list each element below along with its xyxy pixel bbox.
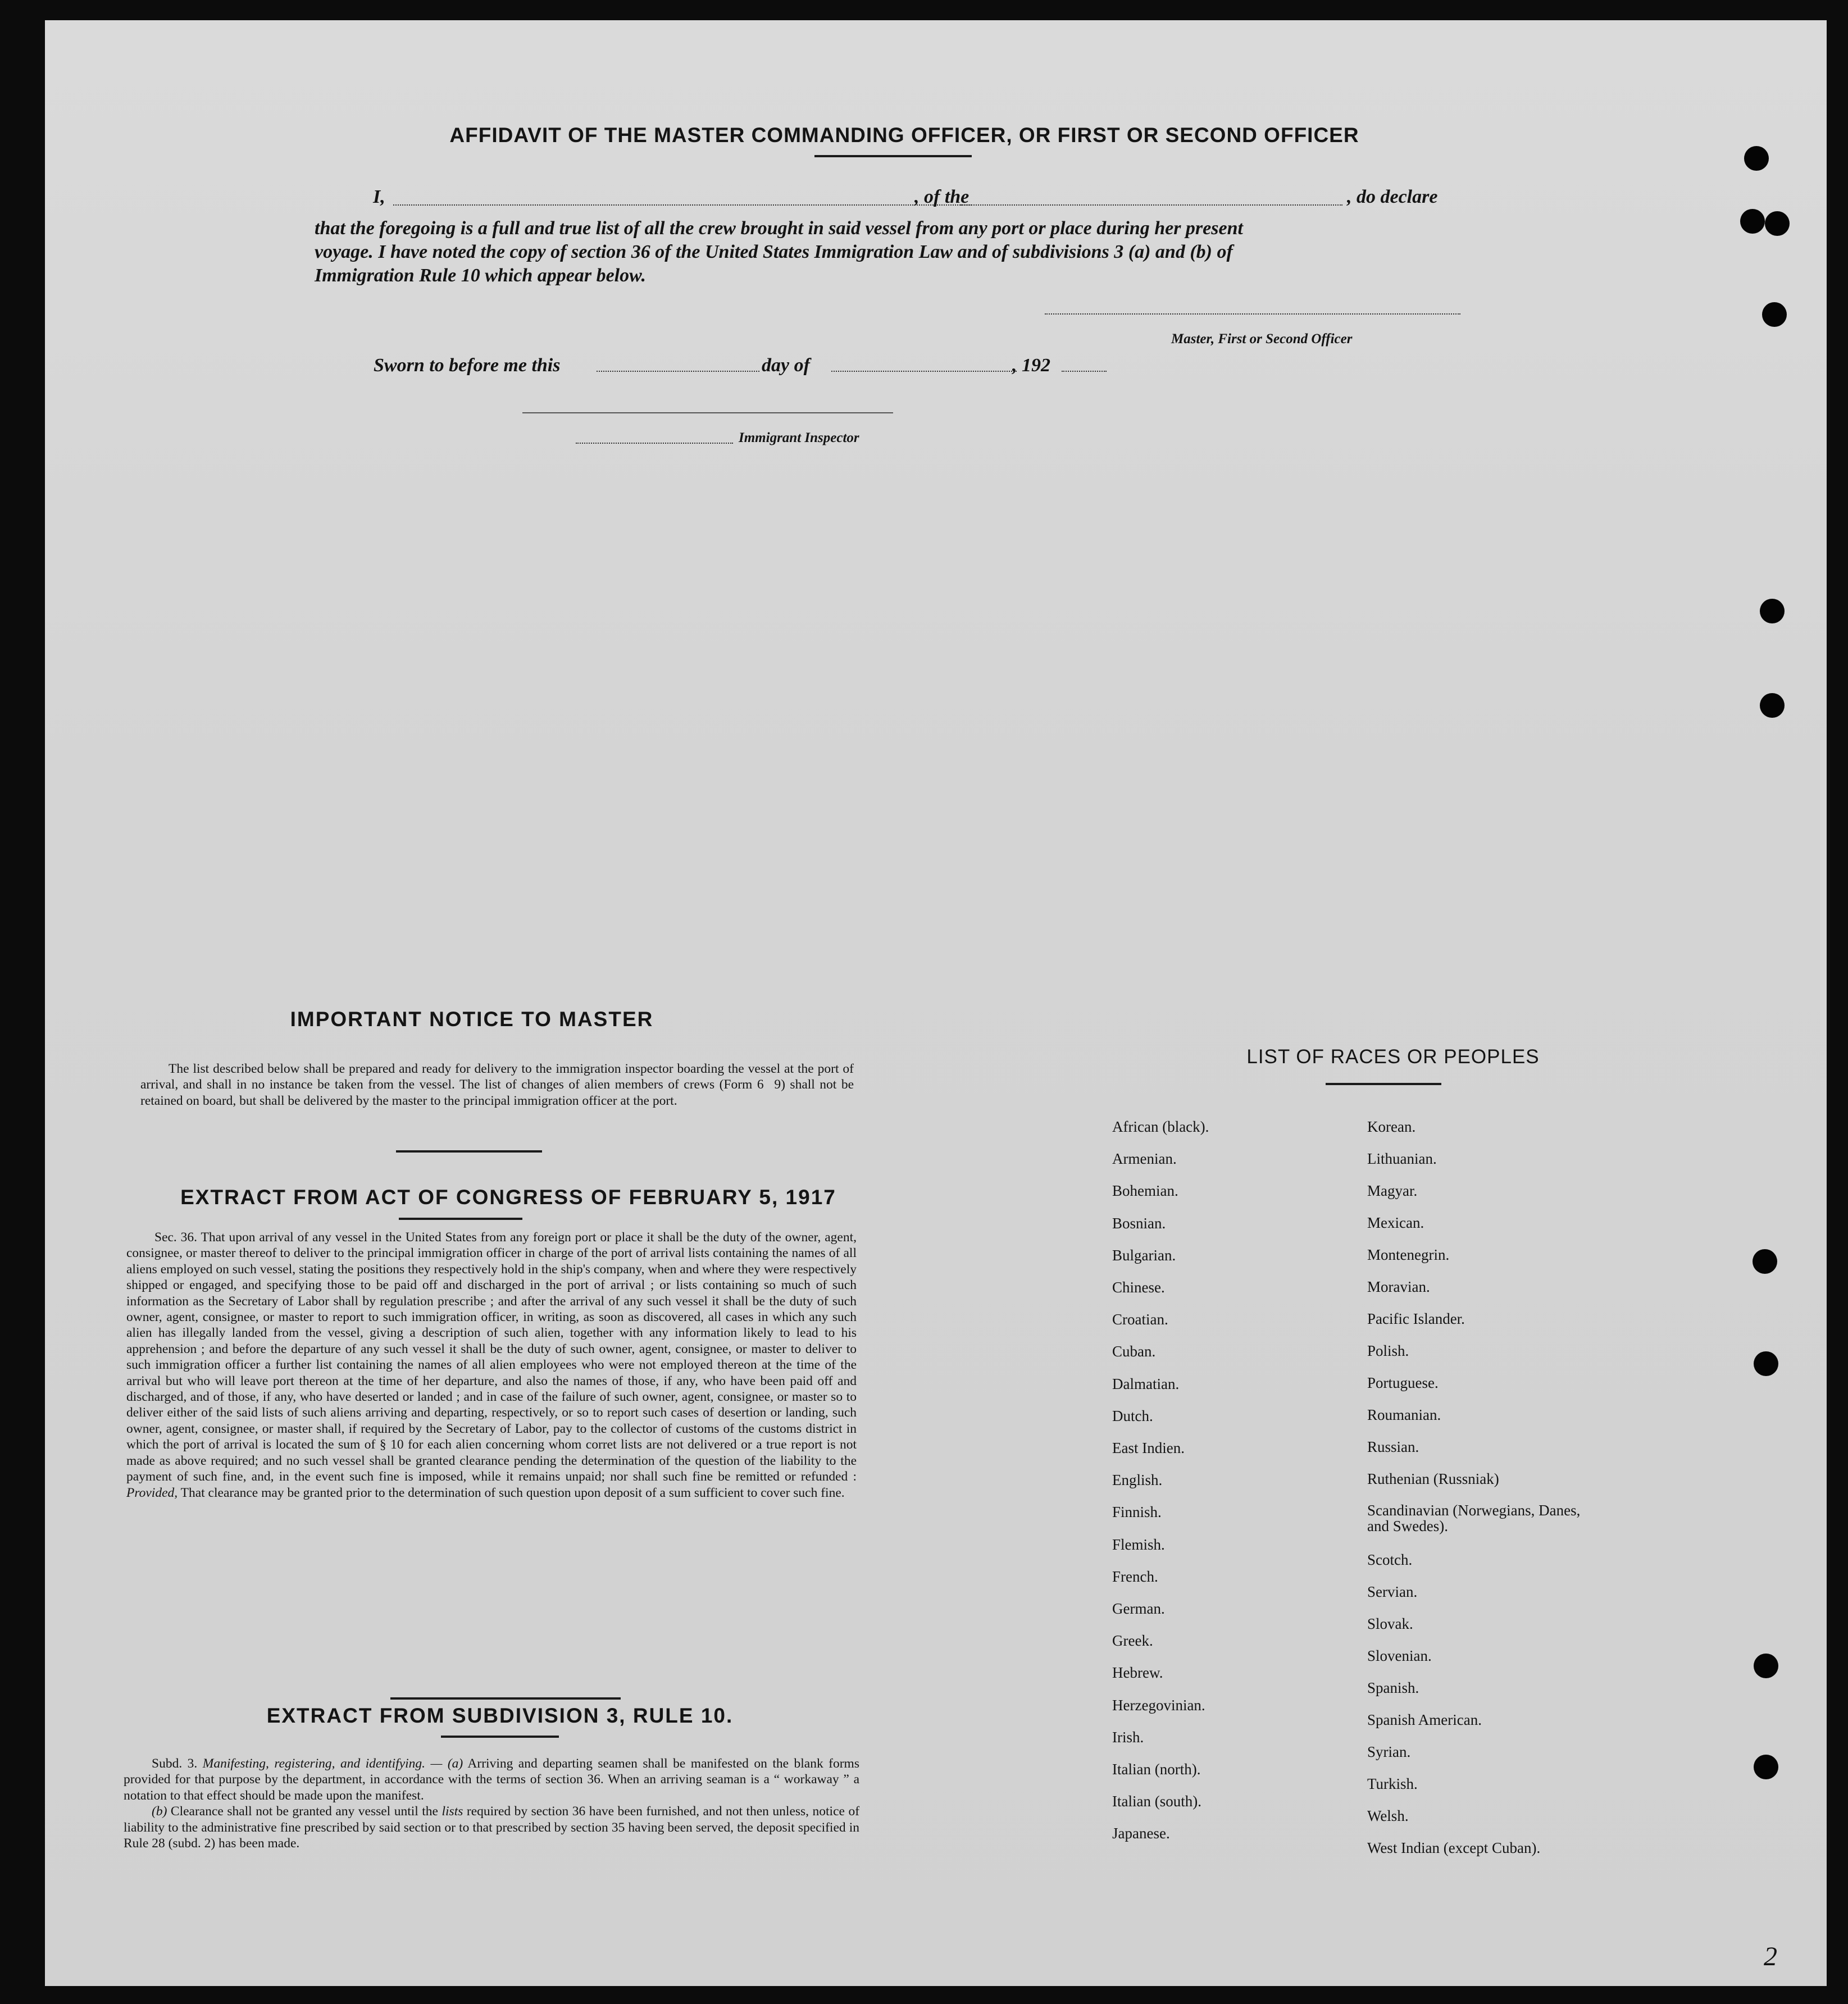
rule-para-b [124, 1803, 859, 1851]
extract-rule-title: EXTRACT FROM SUBDIVISION 3, RULE 10. [266, 1704, 734, 1727]
affidavit-line3: voyage. I have noted the copy of section 36 of the United States Immigration Law and of subdivisions 3 (a) and (b) of [315, 242, 1233, 262]
punch-hole [1760, 693, 1785, 718]
race-item: Ruthenian (Russniak) [1367, 1470, 1499, 1487]
race-item: Mexican. [1367, 1214, 1424, 1231]
subd-b-lists: lists [441, 1804, 463, 1819]
sworn-day-blank [597, 371, 759, 372]
race-item: Turkish. [1367, 1775, 1418, 1792]
race-item: West Indian (except Cuban). [1367, 1839, 1541, 1856]
race-item: Lithuanian. [1367, 1150, 1437, 1167]
vessel-blank [961, 204, 1342, 206]
extract-act-rule [399, 1218, 522, 1220]
notice-text: The list described below shall be prepared and ready for delivery to the immigration inspector boarding the vessel at the port of arrival, and shall in no instance be taken from the vessel. The list of changes of alien members of crews (Form 69) shall not be retained on board, but shall be delivered by the master to the principal immigration officer at the port. [140, 1062, 854, 1108]
race-item: Herzegovinian. [1112, 1696, 1205, 1714]
punch-hole [1753, 1249, 1777, 1274]
master-signature-line [1045, 313, 1460, 315]
subd-heading: Manifesting, registering, and identifying. — (a) [202, 1756, 463, 1771]
sworn-year-blank [1062, 371, 1107, 372]
punch-hole [1744, 146, 1769, 171]
race-item: Bohemian. [1112, 1182, 1178, 1200]
notice-title: IMPORTANT NOTICE TO MASTER [290, 1008, 654, 1031]
race-item: Slovenian. [1367, 1647, 1432, 1664]
punch-hole [1754, 1351, 1778, 1376]
race-item: French. [1112, 1568, 1158, 1585]
race-item: Russian. [1367, 1438, 1419, 1455]
punch-hole [1740, 209, 1765, 234]
race-item: Montenegrin. [1367, 1246, 1450, 1263]
race-item: Croatian. [1112, 1311, 1168, 1328]
races-title: LIST OF RACES OR PEOPLES [1246, 1046, 1540, 1068]
race-item: Servian. [1367, 1583, 1418, 1600]
race-item: East Indien. [1112, 1440, 1185, 1456]
inspector-label: Immigrant Inspector [739, 430, 859, 445]
subd-b-text-2: required by section 36 have been furnished, and not then unless, notice of liability to the administrative fine prescribed by said section or to that prescribed by section 35 having been served, the deposit specified in Rule 28 (subd. 2) has been made. [124, 1804, 860, 1851]
section-body: That upon arrival of any vessel in the United States from any foreign port or place it shall be the duty of the owner, agent, consignee, or master thereof to deliver to the principal immigration officer in charge of the port of arrival lists containing the names of all aliens employed on such vessel, stating the positions they respectively hold in the ship's company, when and where they were respectively shipped or engaged, and specifying those to be paid off and discharged in the port of arrival ; or lists containing so much of such information as the Secretary of Labor shall by regulation prescribe ; and after the arrival of any such vessel it shall be the duty of such owner, agent, consignee, or master to report to such immigration officer, in writing, as soon as discovered, all cases in which any such alien has illegally landed from the vessel, giving a description of such alien, together with any information likely to lead to his apprehension ; and before the departure of any such vessel it shall be the duty of such owner, agent, consignee, or master to deliver to such immigration officer a further list containing the names of all alien employees who were not employed thereon at the time of the arrival but who will leave port thereon at the time of her departure, and also the names of those, if any, who have been paid off and discharged, and of those, if any, who have deserted or landed ; and in case of the failure of such owner, agent, consignee, or master so to deliver either of the said lists of such aliens arriving and departing, respectively, or so to report such cases of desertion or landing, such owner, agent, consignee, or master shall, if required by the Secretary of Labor, pay to the collector of customs of the customs district in which the port of arrival is located the sum of § 10 for each alien concerning whom corret lists are not delivered or a true report is not made as above required; and no such vessel shall be granted clearance pending the determination of the question of the liability to the payment of such fine, and, in the event such fine is imposed, while it remains unpaid; nor shall such fine be remitted or refunded : [126, 1230, 857, 1484]
name-blank [393, 204, 972, 206]
race-item: Syrian. [1367, 1743, 1411, 1760]
section-label: Sec. 36. [154, 1230, 198, 1245]
races-rule [1326, 1083, 1441, 1085]
race-item: Dalmatian. [1112, 1375, 1180, 1392]
sworn-text: Sworn to before me this [374, 355, 561, 376]
race-item: African (black). [1112, 1118, 1209, 1135]
extract-act-title: EXTRACT FROM ACT OF CONGRESS OF FEBRUARY 5, 1917 [180, 1186, 836, 1209]
race-item: English. [1112, 1472, 1163, 1489]
inspector-signature-line [522, 412, 893, 413]
race-item: Korean. [1367, 1118, 1416, 1135]
master-label: Master, First or Second Officer [1171, 331, 1353, 347]
race-item: Pacific Islander. [1367, 1310, 1465, 1327]
affidavit-line4: Immigration Rule 10 which appear below. [315, 265, 647, 286]
affidavit-line1-declare: , do declare [1347, 186, 1438, 207]
extract-rule-rule [441, 1736, 559, 1738]
punch-hole [1760, 599, 1785, 623]
race-item: Cuban. [1112, 1343, 1156, 1360]
inspector-dotted-line [576, 443, 733, 444]
subd-a-text: Arriving and departing seamen shall be manifested on the blank forms provided for that purpose by the department, in accordance with the terms of section 36. When an arriving seaman is a “ workaway ” a notation to that effect should be made upon the manifest. [124, 1756, 859, 1803]
affidavit-line1-of-the: , of the [914, 186, 969, 207]
race-item: Magyar. [1367, 1182, 1418, 1199]
provided-word: Provided, [126, 1485, 178, 1500]
subd-label: Subd. 3. [152, 1756, 198, 1771]
punch-hole [1754, 1654, 1778, 1678]
race-item: Polish. [1367, 1342, 1409, 1359]
race-item: Scotch. [1367, 1551, 1413, 1568]
race-item: Dutch. [1112, 1407, 1153, 1424]
race-item: Roumanian. [1367, 1406, 1441, 1423]
affidavit-line2: that the foregoing is a full and true list of all the crew brought in said vessel from any port or place during her present [315, 218, 1243, 239]
day-of-label: day of [762, 355, 810, 376]
race-item: Chinese. [1112, 1279, 1165, 1296]
sworn-month-blank [831, 371, 1017, 372]
race-item: German. [1112, 1600, 1165, 1617]
race-item: Armenian. [1112, 1150, 1177, 1168]
race-item: Japanese. [1112, 1825, 1170, 1842]
race-item: Bulgarian. [1112, 1246, 1176, 1264]
section-body-end: That clearance may be granted prior to the determination of such question upon deposit of a sum sufficient to cover such fine. [180, 1485, 845, 1500]
race-item: Italian (north). [1112, 1761, 1201, 1778]
race-item: Slovak. [1367, 1615, 1413, 1632]
race-item: Scandinavian (Norwegians, Danes, and Swedes). [1367, 1502, 1581, 1534]
race-item: Portuguese. [1367, 1374, 1439, 1391]
affidavit-title: AFFIDAVIT OF THE MASTER COMMANDING OFFICER, OR FIRST OR SECOND OFFICER [449, 124, 1359, 147]
notice-rule [396, 1150, 542, 1153]
document-page [45, 20, 1827, 1986]
race-item: Italian (south). [1112, 1793, 1201, 1810]
year-label: , 192 [1012, 355, 1050, 376]
punch-hole [1762, 302, 1787, 327]
race-item: Irish. [1112, 1728, 1144, 1746]
race-item: Spanish American. [1367, 1711, 1482, 1728]
affidavit-line1-i: I, [373, 186, 385, 207]
race-item: Spanish. [1367, 1679, 1419, 1696]
race-item: Bosnian. [1112, 1214, 1166, 1232]
subd-b-text-1: Clearance shall not be granted any vessel until the [170, 1804, 438, 1819]
rule-para-a [124, 1756, 859, 1803]
subd-b-label: (b) [152, 1804, 167, 1819]
extract-act-end-rule [390, 1697, 621, 1700]
race-item: Flemish. [1112, 1536, 1165, 1553]
punch-hole [1754, 1755, 1778, 1779]
section-36-text [126, 1229, 857, 1501]
punch-hole [1765, 211, 1790, 236]
title-rule [814, 155, 972, 157]
corner-mark: 2 [1764, 1942, 1777, 1971]
race-item: Moravian. [1367, 1278, 1430, 1295]
race-item: Hebrew. [1112, 1664, 1163, 1682]
race-item: Greek. [1112, 1632, 1153, 1650]
race-item: Welsh. [1367, 1807, 1409, 1824]
race-item: Finnish. [1112, 1504, 1162, 1521]
rule-text [124, 1756, 859, 1851]
